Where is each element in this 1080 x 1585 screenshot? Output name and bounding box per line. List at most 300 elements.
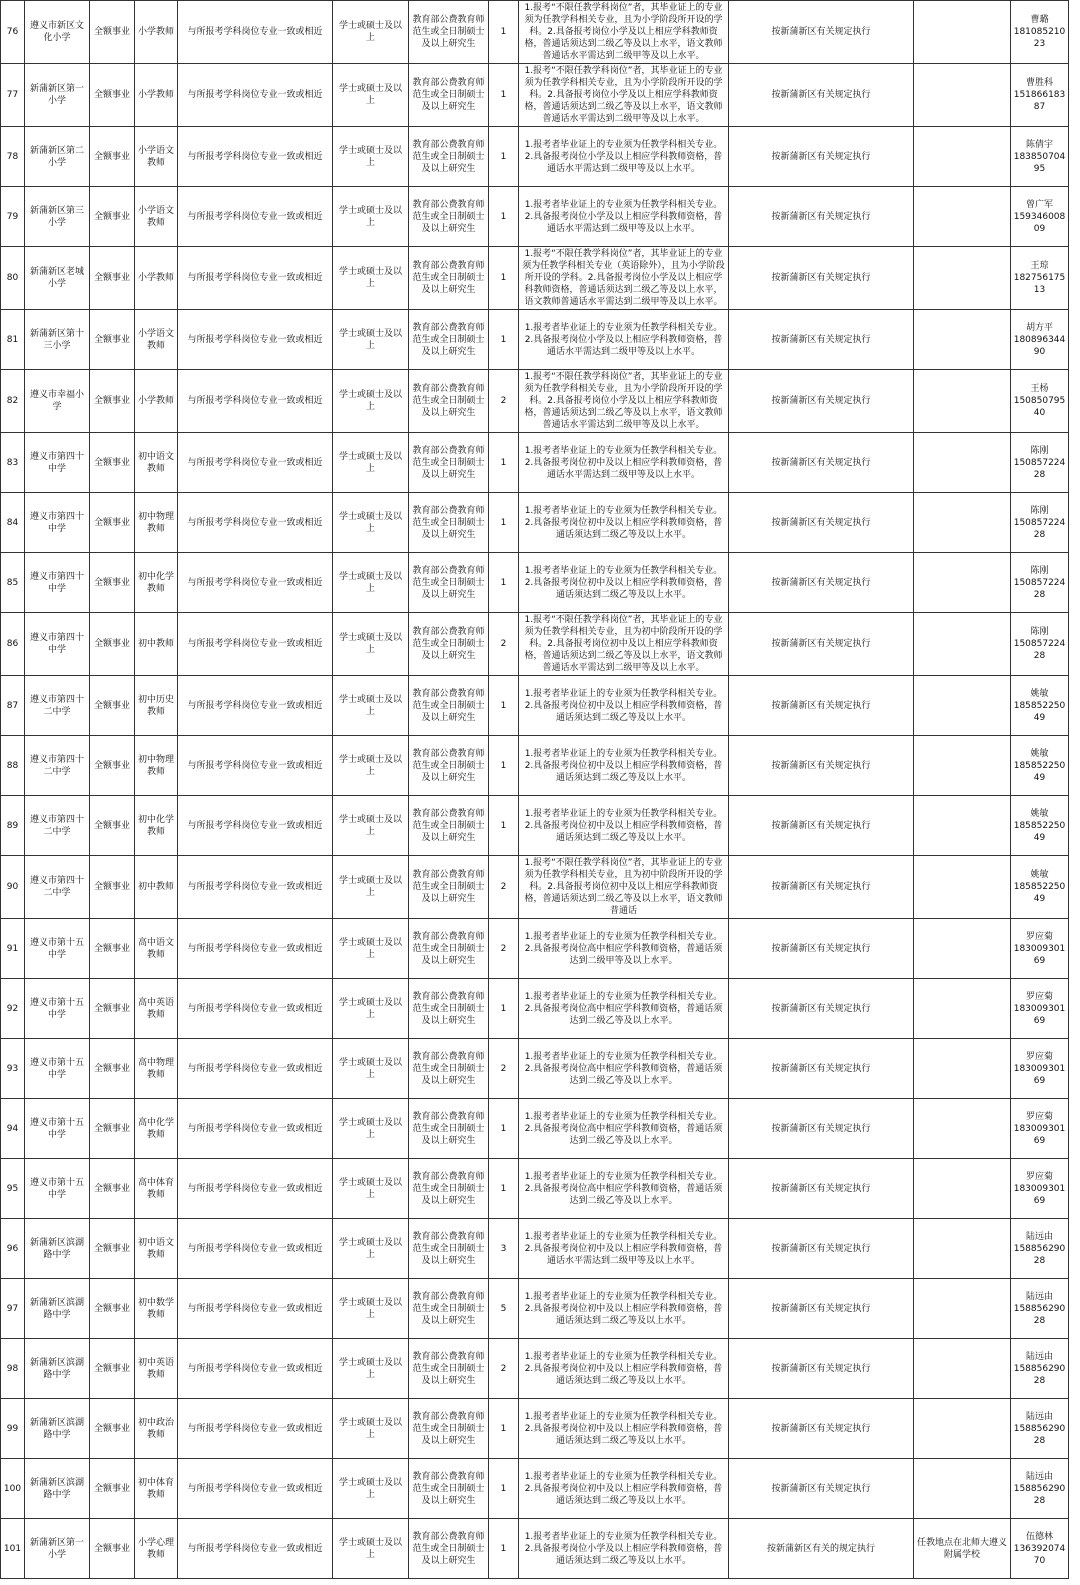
policy-cell: 按新蒲新区有关规定执行 [729, 1159, 914, 1219]
policy-cell: 按新蒲新区有关规定执行 [729, 613, 914, 676]
policy-cell: 按新蒲新区有关规定执行 [729, 127, 914, 187]
unit-name-cell: 新蒲新区第一小学 [25, 64, 90, 127]
contact-phone: 18385070495 [1013, 151, 1066, 174]
post-name-cell: 初中教师 [135, 613, 178, 676]
contact-name: 罗应菊 [1025, 1171, 1053, 1182]
policy-cell: 按新蒲新区有关规定执行 [729, 1219, 914, 1279]
hire-count-cell: 2 [489, 919, 519, 979]
policy-cell: 按新蒲新区有关规定执行 [729, 1279, 914, 1339]
post-name-cell: 高中体育教师 [135, 1159, 178, 1219]
education-requirement-cell: 学士或硕士及以上 [333, 979, 409, 1039]
table-row [1, 919, 1069, 979]
row-number-cell: 89 [1, 796, 25, 856]
major-requirement-cell: 与所报考学科岗位专业一致或相近 [178, 310, 333, 370]
contact-name: 罗应菊 [1025, 1051, 1053, 1062]
unit-nature-cell: 全额事业 [90, 310, 135, 370]
candidate-source-cell: 教育部公费教育师范生或全日制硕士及以上研究生 [409, 370, 489, 433]
policy-cell: 按新蒲新区有关规定执行 [729, 796, 914, 856]
contact-cell [1011, 1159, 1069, 1219]
candidate-source-cell: 教育部公费教育师范生或全日制硕士及以上研究生 [409, 979, 489, 1039]
table-row [1, 1099, 1069, 1159]
other-requirements-cell: 1.报考“不限任教学科岗位”者，其毕业证上的专业须为任教学科相关专业，且为小学阶段所开设的学科。2.具备报考岗位小学及以上相应学科教师资格，普通话须达到二级乙等及以上水平，语文教师普通话水平需达到二级甲等及以上水平。 [519, 64, 729, 127]
education-requirement-cell: 学士或硕士及以上 [333, 1099, 409, 1159]
contact-cell [1011, 1, 1069, 64]
unit-nature-cell: 全额事业 [90, 493, 135, 553]
major-requirement-cell: 与所报考学科岗位专业一致或相近 [178, 64, 333, 127]
row-number-cell: 98 [1, 1339, 25, 1399]
candidate-source-cell: 教育部公费教育师范生或全日制硕士及以上研究生 [409, 127, 489, 187]
policy-cell: 按新蒲新区有关的规定执行 [729, 1519, 914, 1579]
education-requirement-cell: 学士或硕士及以上 [333, 1159, 409, 1219]
unit-nature-cell: 全额事业 [90, 613, 135, 676]
post-name-cell: 初中教师 [135, 856, 178, 919]
policy-cell: 按新蒲新区有关规定执行 [729, 1099, 914, 1159]
education-requirement-cell: 学士或硕士及以上 [333, 1219, 409, 1279]
other-requirements-cell: 1.报考者毕业证上的专业须为任教学科相关专业。2.具备报考岗位初中及以上相应学科教师资格，普通话水平需达到二级甲等及以上水平。 [519, 433, 729, 493]
unit-nature-cell: 全额事业 [90, 64, 135, 127]
major-requirement-cell: 与所报考学科岗位专业一致或相近 [178, 856, 333, 919]
post-name-cell: 初中英语教师 [135, 1339, 178, 1399]
policy-cell: 按新蒲新区有关规定执行 [729, 370, 914, 433]
contact-phone: 18089634490 [1013, 334, 1066, 357]
table-row [1, 736, 1069, 796]
contact-phone: 18300930169 [1013, 1123, 1066, 1146]
policy-cell: 按新蒲新区有关规定执行 [729, 1039, 914, 1099]
row-number-cell: 78 [1, 127, 25, 187]
row-number-cell: 80 [1, 247, 25, 310]
note-cell [914, 433, 1011, 493]
contact-cell [1011, 370, 1069, 433]
other-requirements-cell: 1.报考者毕业证上的专业须为任教学科相关专业。2.具备报考岗位初中及以上相应学科教师资格，普通话须达到二级乙等及以上水平。 [519, 736, 729, 796]
policy-cell: 按新蒲新区有关规定执行 [729, 553, 914, 613]
education-requirement-cell: 学士或硕士及以上 [333, 676, 409, 736]
table-row [1, 493, 1069, 553]
table-row [1, 1279, 1069, 1339]
unit-nature-cell: 全额事业 [90, 1039, 135, 1099]
post-name-cell: 初中语文教师 [135, 433, 178, 493]
table-row [1, 1459, 1069, 1519]
row-number-cell: 81 [1, 310, 25, 370]
unit-nature-cell: 全额事业 [90, 127, 135, 187]
contact-phone: 15885629028 [1013, 1243, 1066, 1266]
other-requirements-cell: 1.报考者毕业证上的专业须为任教学科相关专业。2.具备报考岗位高中相应学科教师资格，普通话须达到二级乙等及以上水平。 [519, 979, 729, 1039]
contact-name: 姚敏 [1030, 870, 1049, 880]
unit-name-cell: 遵义市第十五中学 [25, 1159, 90, 1219]
other-requirements-cell: 1.报考者毕业证上的专业须为任教学科相关专业。2.具备报考岗位高中相应学科教师资格，普通话须达到二级甲等及以上水平。 [519, 919, 729, 979]
education-requirement-cell: 学士或硕士及以上 [333, 1519, 409, 1579]
row-number-cell: 94 [1, 1099, 25, 1159]
contact-phone: 18300930169 [1013, 1183, 1066, 1206]
unit-nature-cell: 全额事业 [90, 856, 135, 919]
post-name-cell: 小学心理教师 [135, 1519, 178, 1579]
education-requirement-cell: 学士或硕士及以上 [333, 736, 409, 796]
candidate-source-cell: 教育部公费教育师范生或全日制硕士及以上研究生 [409, 1, 489, 64]
other-requirements-cell: 1.报考者毕业证上的专业须为任教学科相关专业。2.具备报考岗位小学及以上相应学科教师资格，普通话水平需达到二级甲等及以上水平。 [519, 187, 729, 247]
policy-cell: 按新蒲新区有关规定执行 [729, 433, 914, 493]
contact-name: 曾广军 [1025, 199, 1053, 210]
contact-phone: 15085722428 [1013, 457, 1066, 480]
candidate-source-cell: 教育部公费教育师范生或全日制硕士及以上研究生 [409, 1279, 489, 1339]
row-number-cell: 85 [1, 553, 25, 613]
unit-nature-cell: 全额事业 [90, 919, 135, 979]
unit-name-cell: 遵义市第四十二中学 [25, 856, 90, 919]
hire-count-cell: 1 [489, 1159, 519, 1219]
row-number-cell: 87 [1, 676, 25, 736]
unit-nature-cell: 全额事业 [90, 1399, 135, 1459]
unit-name-cell: 新蒲新区滨湖路中学 [25, 1339, 90, 1399]
row-number-cell: 76 [1, 1, 25, 64]
contact-phone: 15085722428 [1013, 517, 1066, 540]
table-row [1, 1, 1069, 64]
candidate-source-cell: 教育部公费教育师范生或全日制硕士及以上研究生 [409, 613, 489, 676]
contact-cell [1011, 493, 1069, 553]
contact-phone: 18300930169 [1013, 1003, 1066, 1026]
note-cell [914, 247, 1011, 310]
contact-name: 伍德林 [1025, 1531, 1053, 1542]
education-requirement-cell: 学士或硕士及以上 [333, 187, 409, 247]
other-requirements-cell: 1.报考者毕业证上的专业须为任教学科相关专业。2.具备报考岗位小学及以上相应学科教师资格，普通话须达到二级乙等及以上水平。 [519, 1519, 729, 1579]
post-name-cell: 小学语文教师 [135, 127, 178, 187]
table-row [1, 676, 1069, 736]
row-number-cell: 90 [1, 856, 25, 919]
major-requirement-cell: 与所报考学科岗位专业一致或相近 [178, 919, 333, 979]
policy-cell: 按新蒲新区有关规定执行 [729, 676, 914, 736]
contact-cell [1011, 856, 1069, 919]
education-requirement-cell: 学士或硕士及以上 [333, 856, 409, 919]
note-cell [914, 1039, 1011, 1099]
candidate-source-cell: 教育部公费教育师范生或全日制硕士及以上研究生 [409, 1099, 489, 1159]
note-cell [914, 736, 1011, 796]
contact-name: 陆远由 [1025, 1291, 1053, 1302]
contact-phone: 15885629028 [1013, 1423, 1066, 1446]
candidate-source-cell: 教育部公费教育师范生或全日制硕士及以上研究生 [409, 676, 489, 736]
post-name-cell: 小学语文教师 [135, 187, 178, 247]
note-cell: 任教地点在北师大遵义附属学校 [914, 1519, 1011, 1579]
post-name-cell: 高中语文教师 [135, 919, 178, 979]
hire-count-cell: 1 [489, 1399, 519, 1459]
policy-cell: 按新蒲新区有关规定执行 [729, 919, 914, 979]
contact-cell [1011, 553, 1069, 613]
hire-count-cell: 1 [489, 1459, 519, 1519]
hire-count-cell: 2 [489, 1039, 519, 1099]
contact-name: 胡方平 [1025, 322, 1053, 333]
candidate-source-cell: 教育部公费教育师范生或全日制硕士及以上研究生 [409, 1339, 489, 1399]
policy-cell: 按新蒲新区有关规定执行 [729, 736, 914, 796]
major-requirement-cell: 与所报考学科岗位专业一致或相近 [178, 553, 333, 613]
other-requirements-cell: 1.报考者毕业证上的专业须为任教学科相关专业。2.具备报考岗位初中及以上相应学科教师资格，普通话须达到二级乙等及以上水平。 [519, 1399, 729, 1459]
contact-phone: 15085722428 [1013, 577, 1066, 600]
row-number-cell: 93 [1, 1039, 25, 1099]
major-requirement-cell: 与所报考学科岗位专业一致或相近 [178, 1339, 333, 1399]
unit-name-cell: 新蒲新区第二小学 [25, 127, 90, 187]
contact-cell [1011, 1039, 1069, 1099]
table-row [1, 370, 1069, 433]
major-requirement-cell: 与所报考学科岗位专业一致或相近 [178, 1039, 333, 1099]
other-requirements-cell: 1.报考“不限任教学科岗位”者，其毕业证上的专业须为任教学科相关专业，且为初中阶段所开设的学科。2.具备报考岗位初中及以上相应学科教师资格，普通话须达到二级乙等及以上水平，语文教师普通话水平需达到二级甲等及以上水平。 [519, 613, 729, 676]
major-requirement-cell: 与所报考学科岗位专业一致或相近 [178, 127, 333, 187]
unit-name-cell: 新蒲新区滨湖路中学 [25, 1279, 90, 1339]
contact-cell [1011, 1459, 1069, 1519]
post-name-cell: 高中英语教师 [135, 979, 178, 1039]
note-cell [914, 613, 1011, 676]
table-row [1, 1339, 1069, 1399]
table-row [1, 613, 1069, 676]
post-name-cell: 初中物理教师 [135, 493, 178, 553]
post-name-cell: 高中物理教师 [135, 1039, 178, 1099]
hire-count-cell: 5 [489, 1279, 519, 1339]
note-cell [914, 856, 1011, 919]
other-requirements-cell: 1.报考者毕业证上的专业须为任教学科相关专业。2.具备报考岗位高中相应学科教师资格，普通话须达到二级乙等及以上水平。 [519, 1159, 729, 1219]
major-requirement-cell: 与所报考学科岗位专业一致或相近 [178, 1279, 333, 1339]
post-name-cell: 初中化学教师 [135, 553, 178, 613]
note-cell [914, 310, 1011, 370]
note-cell [914, 1339, 1011, 1399]
unit-nature-cell: 全额事业 [90, 187, 135, 247]
contact-name: 曹胜科 [1025, 78, 1053, 88]
other-requirements-cell: 1.报考者毕业证上的专业须为任教学科相关专业。2.具备报考岗位小学及以上相应学科教师资格，普通话水平需达到二级甲等及以上水平。 [519, 127, 729, 187]
education-requirement-cell: 学士或硕士及以上 [333, 127, 409, 187]
post-name-cell: 初中化学教师 [135, 796, 178, 856]
other-requirements-cell: 1.报考者毕业证上的专业须为任教学科相关专业。2.具备报考岗位初中及以上相应学科教师资格，普通话水平需达到二级甲等及以上水平。 [519, 1219, 729, 1279]
row-number-cell: 92 [1, 979, 25, 1039]
row-number-cell: 86 [1, 613, 25, 676]
unit-nature-cell: 全额事业 [90, 1519, 135, 1579]
hire-count-cell: 1 [489, 493, 519, 553]
contact-cell [1011, 187, 1069, 247]
post-name-cell: 小学语文教师 [135, 310, 178, 370]
education-requirement-cell: 学士或硕士及以上 [333, 64, 409, 127]
row-number-cell: 100 [1, 1459, 25, 1519]
candidate-source-cell: 教育部公费教育师范生或全日制硕士及以上研究生 [409, 433, 489, 493]
contact-phone: 18108521023 [1013, 27, 1066, 49]
contact-cell [1011, 433, 1069, 493]
unit-name-cell: 新蒲新区滨湖路中学 [25, 1219, 90, 1279]
contact-phone: 15885629028 [1013, 1483, 1066, 1506]
contact-name: 罗应菊 [1025, 1111, 1053, 1122]
candidate-source-cell: 教育部公费教育师范生或全日制硕士及以上研究生 [409, 1039, 489, 1099]
note-cell [914, 64, 1011, 127]
unit-nature-cell: 全额事业 [90, 1219, 135, 1279]
contact-phone: 15885629028 [1013, 1363, 1066, 1386]
candidate-source-cell: 教育部公费教育师范生或全日制硕士及以上研究生 [409, 919, 489, 979]
education-requirement-cell: 学士或硕士及以上 [333, 247, 409, 310]
unit-name-cell: 新蒲新区滨湖路中学 [25, 1399, 90, 1459]
contact-phone: 18585225049 [1013, 760, 1066, 783]
major-requirement-cell: 与所报考学科岗位专业一致或相近 [178, 1459, 333, 1519]
contact-name: 陈刚 [1030, 505, 1049, 516]
education-requirement-cell: 学士或硕士及以上 [333, 613, 409, 676]
row-number-cell: 95 [1, 1159, 25, 1219]
contact-name: 陆远由 [1025, 1231, 1053, 1242]
note-cell [914, 370, 1011, 433]
hire-count-cell: 1 [489, 676, 519, 736]
table-row [1, 64, 1069, 127]
contact-phone: 15085722428 [1013, 639, 1066, 661]
hire-count-cell: 1 [489, 127, 519, 187]
post-name-cell: 小学教师 [135, 247, 178, 310]
table-row [1, 796, 1069, 856]
education-requirement-cell: 学士或硕士及以上 [333, 1, 409, 64]
major-requirement-cell: 与所报考学科岗位专业一致或相近 [178, 1399, 333, 1459]
unit-name-cell: 遵义市第四十二中学 [25, 736, 90, 796]
contact-name: 罗应菊 [1025, 991, 1053, 1002]
unit-name-cell: 遵义市第十五中学 [25, 919, 90, 979]
other-requirements-cell: 1.报考者毕业证上的专业须为任教学科相关专业。2.具备报考岗位初中及以上相应学科教师资格，普通话须达到二级乙等及以上水平。 [519, 796, 729, 856]
contact-name: 陆远由 [1025, 1411, 1053, 1422]
row-number-cell: 88 [1, 736, 25, 796]
policy-cell: 按新蒲新区有关规定执行 [729, 187, 914, 247]
unit-name-cell: 遵义市幸福小学 [25, 370, 90, 433]
hire-count-cell: 2 [489, 613, 519, 676]
education-requirement-cell: 学士或硕士及以上 [333, 553, 409, 613]
contact-cell [1011, 1399, 1069, 1459]
policy-cell: 按新蒲新区有关规定执行 [729, 310, 914, 370]
contact-cell [1011, 310, 1069, 370]
major-requirement-cell: 与所报考学科岗位专业一致或相近 [178, 1, 333, 64]
major-requirement-cell: 与所报考学科岗位专业一致或相近 [178, 676, 333, 736]
note-cell [914, 187, 1011, 247]
unit-name-cell: 遵义市第四十二中学 [25, 796, 90, 856]
contact-cell [1011, 1339, 1069, 1399]
policy-cell: 按新蒲新区有关规定执行 [729, 247, 914, 310]
contact-cell [1011, 736, 1069, 796]
post-name-cell: 小学教师 [135, 1, 178, 64]
note-cell [914, 676, 1011, 736]
major-requirement-cell: 与所报考学科岗位专业一致或相近 [178, 736, 333, 796]
table-row [1, 979, 1069, 1039]
other-requirements-cell: 1.报考“不限任教学科岗位”者，其毕业证上的专业须为任教学科相关专业，且为小学阶段所开设的学科。2.具备报考岗位小学及以上相应学科教师资格，普通话须达到二级乙等及以上水平，语文教师普通话水平需达到二级甲等及以上水平。 [519, 370, 729, 433]
candidate-source-cell: 教育部公费教育师范生或全日制硕士及以上研究生 [409, 493, 489, 553]
contact-name: 姚敏 [1030, 808, 1049, 819]
unit-name-cell: 新蒲新区第十三小学 [25, 310, 90, 370]
other-requirements-cell: 1.报考者毕业证上的专业须为任教学科相关专业。2.具备报考岗位高中相应学科教师资格，普通话须达到二级乙等及以上水平。 [519, 1099, 729, 1159]
post-name-cell: 高中化学教师 [135, 1099, 178, 1159]
post-name-cell: 初中物理教师 [135, 736, 178, 796]
hire-count-cell: 1 [489, 247, 519, 310]
contact-name: 姚敏 [1030, 748, 1049, 759]
note-cell [914, 1399, 1011, 1459]
contact-phone: 15934600809 [1013, 211, 1066, 234]
education-requirement-cell: 学士或硕士及以上 [333, 370, 409, 433]
contact-phone: 18300930169 [1013, 1063, 1066, 1086]
education-requirement-cell: 学士或硕士及以上 [333, 1459, 409, 1519]
unit-name-cell: 遵义市第十五中学 [25, 1099, 90, 1159]
policy-cell: 按新蒲新区有关规定执行 [729, 1, 914, 64]
candidate-source-cell: 教育部公费教育师范生或全日制硕士及以上研究生 [409, 64, 489, 127]
contact-cell [1011, 247, 1069, 310]
unit-nature-cell: 全额事业 [90, 1279, 135, 1339]
candidate-source-cell: 教育部公费教育师范生或全日制硕士及以上研究生 [409, 310, 489, 370]
policy-cell: 按新蒲新区有关规定执行 [729, 1459, 914, 1519]
contact-cell [1011, 64, 1069, 127]
unit-nature-cell: 全额事业 [90, 1339, 135, 1399]
other-requirements-cell: 1.报考者毕业证上的专业须为任教学科相关专业。2.具备报考岗位初中及以上相应学科教师资格，普通话须达到二级乙等及以上水平。 [519, 493, 729, 553]
unit-name-cell: 遵义市第四十中学 [25, 613, 90, 676]
table-row [1, 1219, 1069, 1279]
unit-name-cell: 遵义市第四十二中学 [25, 676, 90, 736]
unit-nature-cell: 全额事业 [90, 1459, 135, 1519]
hire-count-cell: 1 [489, 736, 519, 796]
education-requirement-cell: 学士或硕士及以上 [333, 433, 409, 493]
contact-cell [1011, 979, 1069, 1039]
post-name-cell: 初中历史教师 [135, 676, 178, 736]
note-cell [914, 979, 1011, 1039]
hire-count-cell: 3 [489, 1219, 519, 1279]
other-requirements-cell: 1.报考“不限任教学科岗位”者，其毕业证上的专业须为任教学科相关专业，且为小学阶段所开设的学科。2.具备报考岗位小学及以上相应学科教师资格，普通话须达到二级乙等及以上水平，语文教师普通话水平需达到二级甲等及以上水平。 [519, 1, 729, 64]
other-requirements-cell: 1.报考者毕业证上的专业须为任教学科相关专业。2.具备报考岗位初中及以上相应学科教师资格，普通话须达到二级乙等及以上水平。 [519, 1339, 729, 1399]
row-number-cell: 101 [1, 1519, 25, 1579]
other-requirements-cell: 1.报考者毕业证上的专业须为任教学科相关专业。2.具备报考岗位初中及以上相应学科教师资格，普通话须达到二级乙等及以上水平。 [519, 676, 729, 736]
unit-nature-cell: 全额事业 [90, 370, 135, 433]
contact-phone: 15885629028 [1013, 1303, 1066, 1326]
contact-name: 姚敏 [1030, 688, 1049, 699]
table-body [1, 1, 1069, 1579]
candidate-source-cell: 教育部公费教育师范生或全日制硕士及以上研究生 [409, 856, 489, 919]
contact-cell [1011, 676, 1069, 736]
policy-cell: 按新蒲新区有关规定执行 [729, 1339, 914, 1399]
contact-name: 陈倩宇 [1025, 139, 1053, 150]
note-cell [914, 127, 1011, 187]
unit-name-cell: 新蒲新区老城小学 [25, 247, 90, 310]
unit-name-cell: 新蒲新区滨湖路中学 [25, 1459, 90, 1519]
note-cell [914, 1279, 1011, 1339]
unit-nature-cell: 全额事业 [90, 247, 135, 310]
hire-count-cell: 1 [489, 553, 519, 613]
hire-count-cell: 1 [489, 1099, 519, 1159]
contact-phone: 18585225049 [1013, 820, 1066, 843]
candidate-source-cell: 教育部公费教育师范生或全日制硕士及以上研究生 [409, 1459, 489, 1519]
major-requirement-cell: 与所报考学科岗位专业一致或相近 [178, 979, 333, 1039]
education-requirement-cell: 学士或硕士及以上 [333, 796, 409, 856]
unit-nature-cell: 全额事业 [90, 676, 135, 736]
education-requirement-cell: 学士或硕士及以上 [333, 1399, 409, 1459]
unit-name-cell: 新蒲新区第一小学 [25, 1519, 90, 1579]
unit-nature-cell: 全额事业 [90, 1, 135, 64]
table-row [1, 187, 1069, 247]
policy-cell: 按新蒲新区有关规定执行 [729, 979, 914, 1039]
table-row [1, 1039, 1069, 1099]
row-number-cell: 84 [1, 493, 25, 553]
major-requirement-cell: 与所报考学科岗位专业一致或相近 [178, 247, 333, 310]
hire-count-cell: 1 [489, 979, 519, 1039]
contact-cell [1011, 1279, 1069, 1339]
candidate-source-cell: 教育部公费教育师范生或全日制硕士及以上研究生 [409, 1159, 489, 1219]
post-name-cell: 初中政治教师 [135, 1399, 178, 1459]
hire-count-cell: 2 [489, 856, 519, 919]
table-row [1, 247, 1069, 310]
table-row [1, 1519, 1069, 1579]
other-requirements-cell: 1.报考“不限任教学科岗位”者，其毕业证上的专业须为任教学科相关专业，且为初中阶段所开设的学科。2.具备报考岗位初中及以上相应学科教师资格，普通话须达到二级乙等及以上水平，语文教师普通话 [519, 856, 729, 919]
major-requirement-cell: 与所报考学科岗位专业一致或相近 [178, 187, 333, 247]
unit-name-cell: 遵义市第十五中学 [25, 979, 90, 1039]
post-name-cell: 小学教师 [135, 370, 178, 433]
unit-nature-cell: 全额事业 [90, 979, 135, 1039]
table-row [1, 1399, 1069, 1459]
post-name-cell: 初中语文教师 [135, 1219, 178, 1279]
unit-name-cell: 遵义市第十五中学 [25, 1039, 90, 1099]
table-row [1, 310, 1069, 370]
post-name-cell: 初中体育教师 [135, 1459, 178, 1519]
education-requirement-cell: 学士或硕士及以上 [333, 1039, 409, 1099]
policy-cell: 按新蒲新区有关规定执行 [729, 856, 914, 919]
candidate-source-cell: 教育部公费教育师范生或全日制硕士及以上研究生 [409, 187, 489, 247]
note-cell [914, 919, 1011, 979]
post-name-cell: 初中数学教师 [135, 1279, 178, 1339]
contact-name: 王杨 [1030, 384, 1049, 394]
major-requirement-cell: 与所报考学科岗位专业一致或相近 [178, 796, 333, 856]
contact-cell [1011, 1099, 1069, 1159]
contact-cell [1011, 1519, 1069, 1579]
